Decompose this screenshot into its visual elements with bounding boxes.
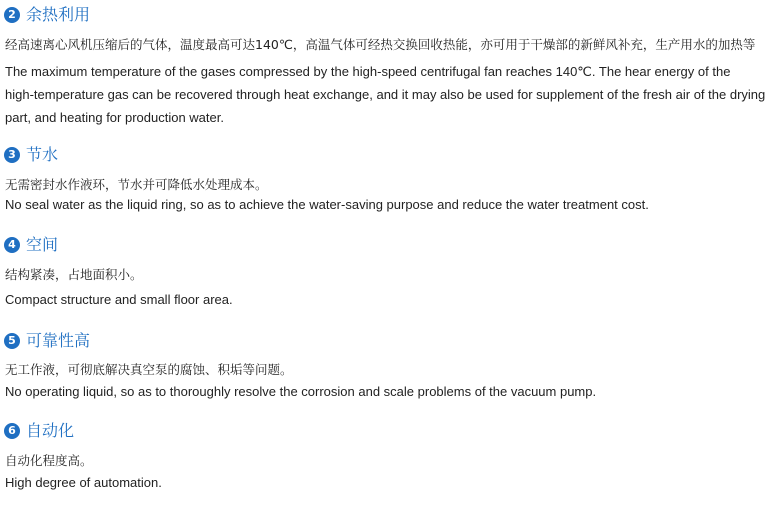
number-badge: 6 [4,423,20,439]
english-text-line: part, and heating for production water. [5,110,224,125]
chinese-text: 无需密封水作液环，节水并可降低水处理成本。 [5,177,268,192]
section-title: 节水 [26,145,59,164]
chinese-text: 自动化程度高。 [5,453,93,468]
number-badge: 5 [4,333,20,349]
number-badge: 4 [4,237,20,253]
english-text-line: No seal water as the liquid ring, so as to achieve the water-saving purpose and reduce the water treatment cost. [5,197,649,212]
english-text-line: No operating liquid, so as to thoroughly resolve the corrosion and scale problems of the vacuum pump. [5,384,597,399]
section-title: 自动化 [26,421,75,440]
chinese-text: 结构紧凑，占地面积小。 [5,267,143,282]
chinese-text: 经高速离心风机压缩后的气体，温度最高可达140℃，高温气体可经热交换回收热能，亦可用于干燥部的新鲜风补充，生产用水的加热等 [5,37,756,52]
chinese-text: 无工作液，可彻底解决真空泵的腐蚀、积垢等问题。 [5,362,293,377]
section-title: 可靠性高 [26,331,91,350]
english-text-line: high-temperature gas can be recovered through heat exchange, and it may also be used for supplement of the fresh air of the drying [5,87,766,102]
section-title: 余热利用 [26,5,91,24]
english-text-line: The maximum temperature of the gases compressed by the high-speed centrifugal fan reaches 140℃. The hear energy of the [5,64,731,79]
section-heading [4,235,58,255]
section-heading [4,421,74,441]
number-badge: 2 [4,7,20,23]
section-heading [4,5,90,25]
section-heading [4,145,58,165]
section-heading [4,331,90,351]
english-text-line: High degree of automation. [5,475,162,490]
english-text-line: Compact structure and small floor area. [5,292,233,307]
number-badge: 3 [4,147,20,163]
section-title: 空间 [26,235,59,254]
